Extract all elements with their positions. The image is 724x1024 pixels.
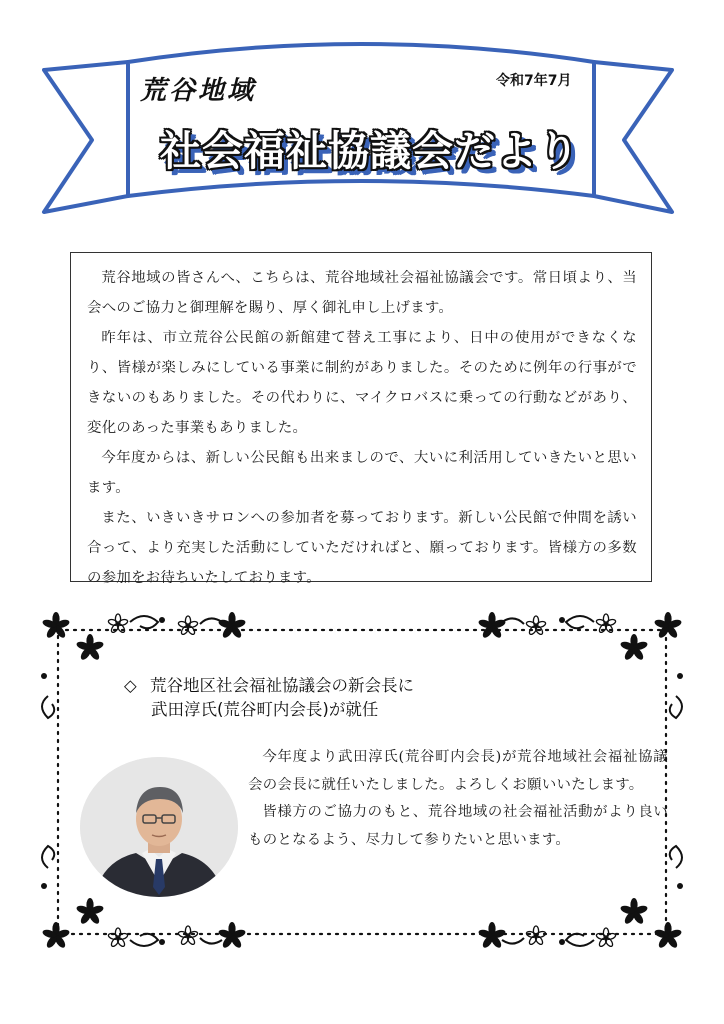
greeting-paragraph: また、いきいきサロンへの参加者を募っております。新しい公民館で仲間を誘い合って、より充実した活動にしていただければと、願っております。皆様方の多数の参加をお待ちいたしております。	[87, 510, 637, 586]
chairman-portrait	[80, 757, 238, 897]
greeting-paragraph: 昨年は、市立荒谷公民館の新館建て替え工事により、日中の使用ができなくなり、皆様が楽しみにしている事業に制約がありました。そのために例年の行事ができないのもありました。その代わりに、マイクロバスに乗っての行動などがあり、変化のあった事業もありました。	[87, 330, 637, 436]
greeting-box	[70, 252, 652, 586]
area-name: 荒谷地域	[140, 76, 257, 106]
topic-body	[248, 744, 668, 854]
topic-heading-line: 武田淳氏(荒谷町内会長)が就任	[151, 700, 379, 719]
topic-heading	[124, 674, 544, 722]
topic-heading-line: 荒谷地区社会福祉協議会の新会長に	[150, 676, 414, 695]
ribbon-graphic	[0, 0, 724, 230]
portrait-illustration	[80, 757, 238, 897]
issue-date: 令和7年7月	[496, 73, 572, 89]
topic-paragraph: 皆様方のご協力のもと、荒谷地域の社会福祉活動がより良いものとなるよう、尽力して参りたいと思います。	[248, 804, 668, 848]
diamond-bullet-icon: ◇	[124, 676, 137, 695]
masthead-banner	[0, 0, 724, 230]
greeting-paragraph: 今年度からは、新しい公民館も出来ましので、大いに利活用していきたいと思います。	[87, 450, 637, 496]
greeting-paragraph: 荒谷地域の皆さんへ、こちらは、荒谷地域社会福祉協議会です。常日頃より、当会へのご協力と御理解を賜り、厚く御礼申し上げます。	[87, 270, 637, 316]
topic-paragraph: 今年度より武田淳氏(荒谷町内会長)が荒谷地域社会福祉協議会の会長に就任いたしました。よろしくお願いいたします。	[248, 749, 668, 793]
newsletter-title: 社会福祉協議会だより	[160, 127, 580, 175]
